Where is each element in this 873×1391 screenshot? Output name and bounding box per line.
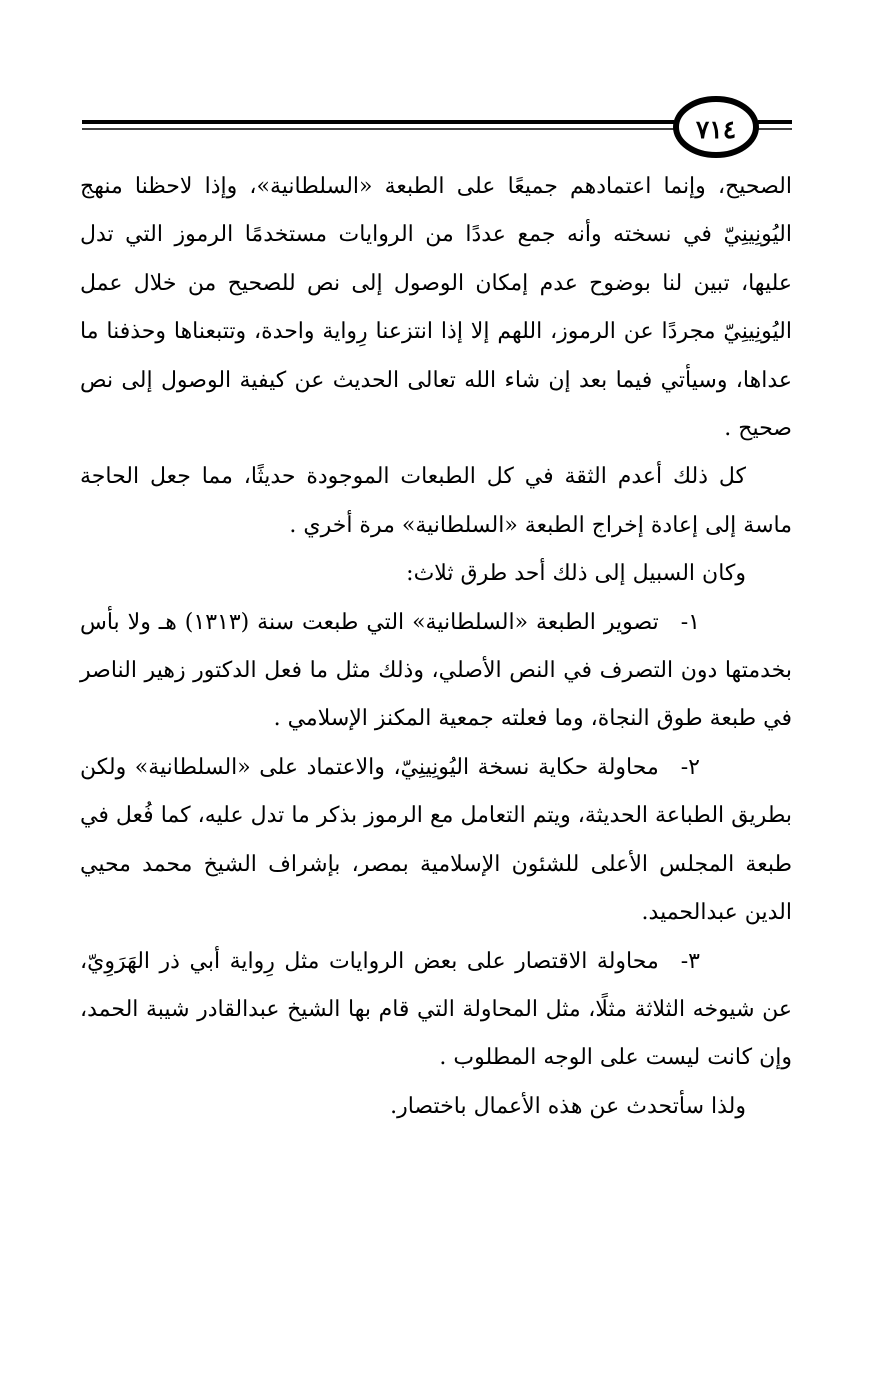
body-text: [80, 163, 792, 1131]
list-item: [80, 744, 792, 938]
paragraph-closing: ولذا سأتحدث عن هذه الأعمال باختصار.: [390, 1093, 746, 1119]
list-item-text: محاولة حكاية نسخة اليُونِينِيّ، والاعتماد على «السلطانية» ولكن بطريق الطباعة الحديثة، ويتم التعامل مع الرموز بذكر ما تدل عليه، كما فُعل في طبعة المجلس الأعلى للشئون الإسلامية بمصر، بإشراف الشيخ محمد محيي الدين عبدالحميد.: [80, 754, 792, 926]
page-header: [82, 95, 794, 165]
list-item-number: ١-: [680, 609, 700, 635]
paragraph-three-ways-intro: وكان السبيل إلى ذلك أحد طرق ثلاث:: [406, 561, 746, 587]
list-item-number: ٢-: [680, 754, 700, 780]
paragraph-trust: كل ذلك أعدم الثقة في كل الطبعات الموجودة حديثًا، مما جعل الحاجة ماسة إلى إعادة إخراج الطبعة «السلطانية» مرة أخري .: [80, 464, 792, 538]
list-item-text: تصوير الطبعة «السلطانية» التي طبعت سنة (١٣١٣) هـ ولا بأس بخدمتها دون التصرف في النص الأصلي، وذلك مثل ما فعل الدكتور زهير الناصر في طبعة طوق النجاة، وما فعلته جمعية المكنز الإسلامي .: [80, 609, 792, 732]
list-item-number: ٣-: [680, 948, 700, 974]
list-item: [80, 599, 792, 744]
list-item: [80, 938, 792, 1083]
list-item-text: محاولة الاقتصار على بعض الروايات مثل رِواية أبي ذر الهَرَوِيّ، عن شيوخه الثلاثة مثلًا، مثل المحاولة التي قام بها الشيخ عبدالقادر شيبة الحمد، وإن كانت ليست على الوجه المطلوب .: [80, 948, 792, 1071]
paragraph-continuation: الصحيح، وإنما اعتمادهم جميعًا على الطبعة «السلطانية»، وإذا لاحظنا منهج اليُونِينِيّ في نسخته وأنه جمع عددًا من الروايات مستخدمًا الرموز التي تدل عليها، تبين لنا بوضوح عدم إمكان الوصول إلى نص للصحيح من خلال عمل اليُونِينِيّ مجردًا عن الرموز، اللهم إلا إذا انتزعنا رِواية واحدة، وتتبعناها وحذفنا ما عداها، وسيأتي فيما بعد إن شاء الله تعالى الحديث عن كيفية الوصول إلى نص صحيح .: [80, 174, 792, 442]
page-number: ٧١٤: [695, 114, 737, 144]
